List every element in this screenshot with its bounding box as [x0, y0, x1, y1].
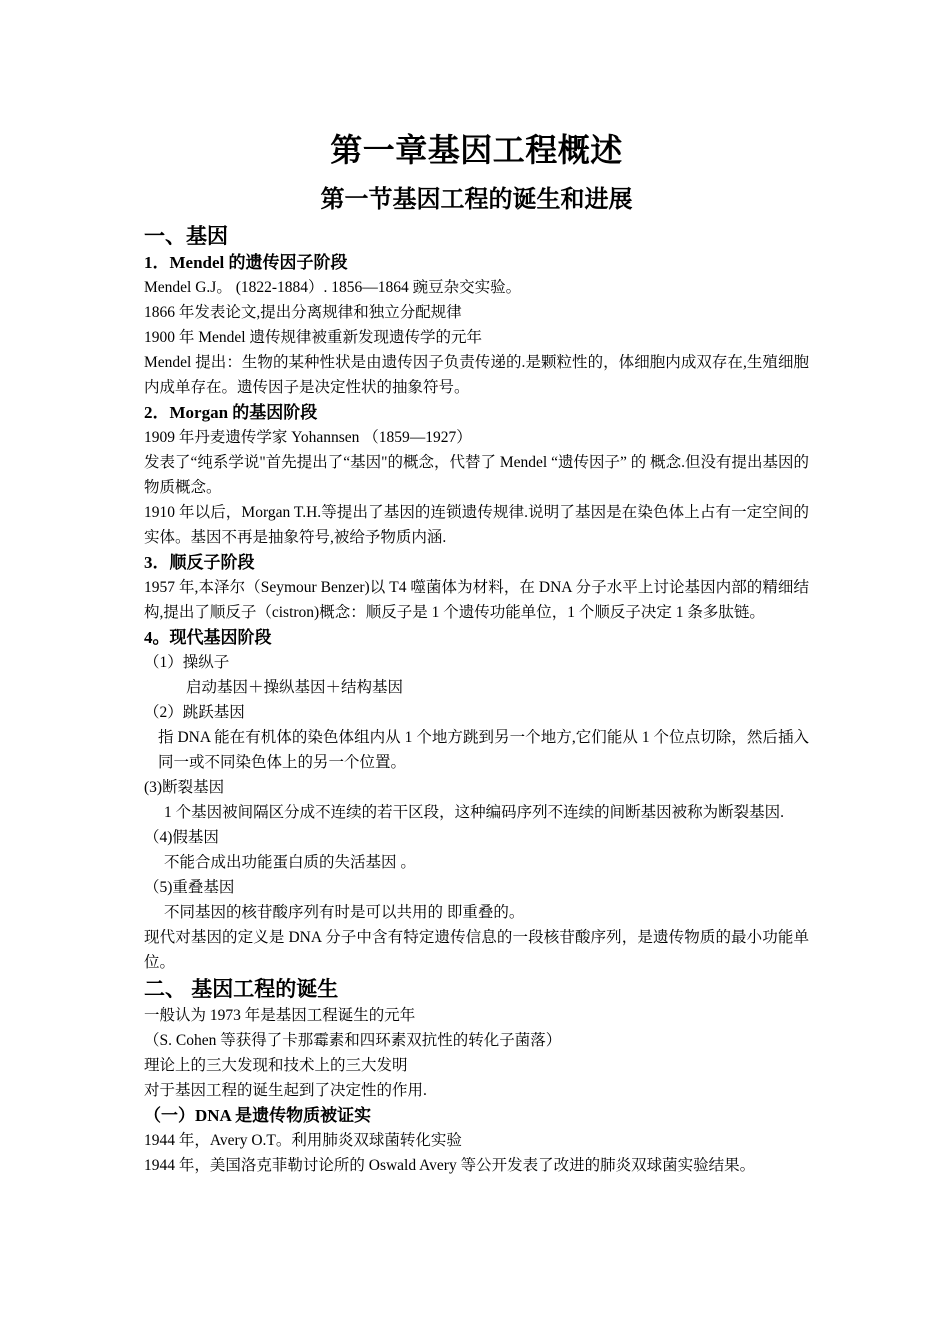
- list-item-label: （1）操纵子: [144, 654, 230, 671]
- list-item-text: 不能合成出功能蛋白质的失活基因 。: [164, 854, 416, 871]
- paragraph: 1910 年以后，Morgan T.H.等提出了基因的连锁遗传规律.说明了基因是在染色体上占有一定空间的实体。基因不再是抽象符号,被给予物质内涵.: [144, 504, 809, 546]
- list-item-text: 1 个基因被间隔区分成不连续的若干区段，这种编码序列不连续的间断基因被称为断裂基因.: [164, 804, 785, 821]
- paragraph: Mendel 提出：生物的某种性状是由遗传因子负责传递的.是颗粒性的，体细胞内成双存在,生殖细胞内成单存在。遗传因子是决定性状的抽象符号。: [144, 354, 809, 396]
- paragraph: 对于基因工程的诞生起到了决定性的作用.: [144, 1082, 427, 1099]
- paragraph: 一般认为 1973 年是基因工程诞生的元年: [144, 1007, 416, 1024]
- heading-dna-genetic-material: （一）DNA 是遗传物质被证实: [144, 1106, 372, 1125]
- list-item-label: （4)假基因: [144, 829, 219, 846]
- heading-gene: 一、基因: [144, 224, 228, 248]
- heading-gene-engineering-birth: 二、 基因工程的诞生: [144, 977, 339, 1001]
- document-body: [144, 222, 809, 1178]
- list-item-label: (3)断裂基因: [144, 779, 225, 796]
- paragraph: 1944 年，Avery O.T。利用肺炎双球菌转化实验: [144, 1132, 462, 1149]
- list-item-label: （2）跳跃基因: [144, 704, 245, 721]
- heading-mendel-stage: 1．Mendel 的遗传因子阶段: [144, 253, 348, 272]
- heading-morgan-stage: 2．Morgan 的基因阶段: [144, 403, 318, 422]
- paragraph: 现代对基因的定义是 DNA 分子中含有特定遗传信息的一段核苷酸序列，是遗传物质的最小功能单位。: [144, 929, 809, 971]
- paragraph: 理论上的三大发现和技术上的三大发明: [144, 1057, 408, 1074]
- paragraph: 1944 年，美国洛克菲勒讨论所的 Oswald Avery 等公开发表了改进的肺炎双球菌实验结果。: [144, 1157, 756, 1174]
- paragraph: Mendel G.J。 (1822-1884）. 1856—1864 豌豆杂交实验。: [144, 279, 522, 296]
- list-item-text: 不同基因的核苷酸序列有时是可以共用的 即重叠的。: [164, 904, 525, 921]
- section-title: 第一节基因工程的诞生和进展: [320, 187, 633, 213]
- paragraph: 1900 年 Mendel 遗传规律被重新发现遗传学的元年: [144, 329, 482, 346]
- paragraph: 发表了“纯系学说"首先提出了“基因"的概念，代替了 Mendel “遗传因子” 的 概念.但没有提出基因的物质概念。: [144, 454, 809, 496]
- list-item-text: 指 DNA 能在有机体的染色体组内从 1 个地方跳到另一个地方,它们能从 1 个位点切除，然后插入同一或不同染色体上的另一个位置。: [158, 729, 809, 771]
- list-item-text: 启动基因＋操纵基因＋结构基因: [186, 679, 404, 696]
- heading-modern-gene-stage: 4。现代基因阶段: [144, 628, 272, 647]
- paragraph: 1866 年发表论文,提出分离规律和独立分配规律: [144, 304, 462, 321]
- paragraph: （S. Cohen 等获得了卡那霉素和四环素双抗性的转化子菌落）: [144, 1032, 562, 1049]
- chapter-title: 第一章基因工程概述: [330, 132, 623, 168]
- list-item-label: （5)重叠基因: [144, 879, 235, 896]
- paragraph: 1909 年丹麦遗传学家 Yohannsen （1859—1927）: [144, 429, 472, 446]
- heading-cistron-stage: 3．顺反子阶段: [144, 553, 255, 572]
- paragraph: 1957 年,本泽尔（Seymour Benzer)以 T4 噬菌体为材料，在 DNA 分子水平上讨论基因内部的精细结构,提出了顺反子（cistron)概念：顺反子是 1 个遗传功能单位，1 个顺反子决定 1 条多肽链。: [144, 579, 809, 621]
